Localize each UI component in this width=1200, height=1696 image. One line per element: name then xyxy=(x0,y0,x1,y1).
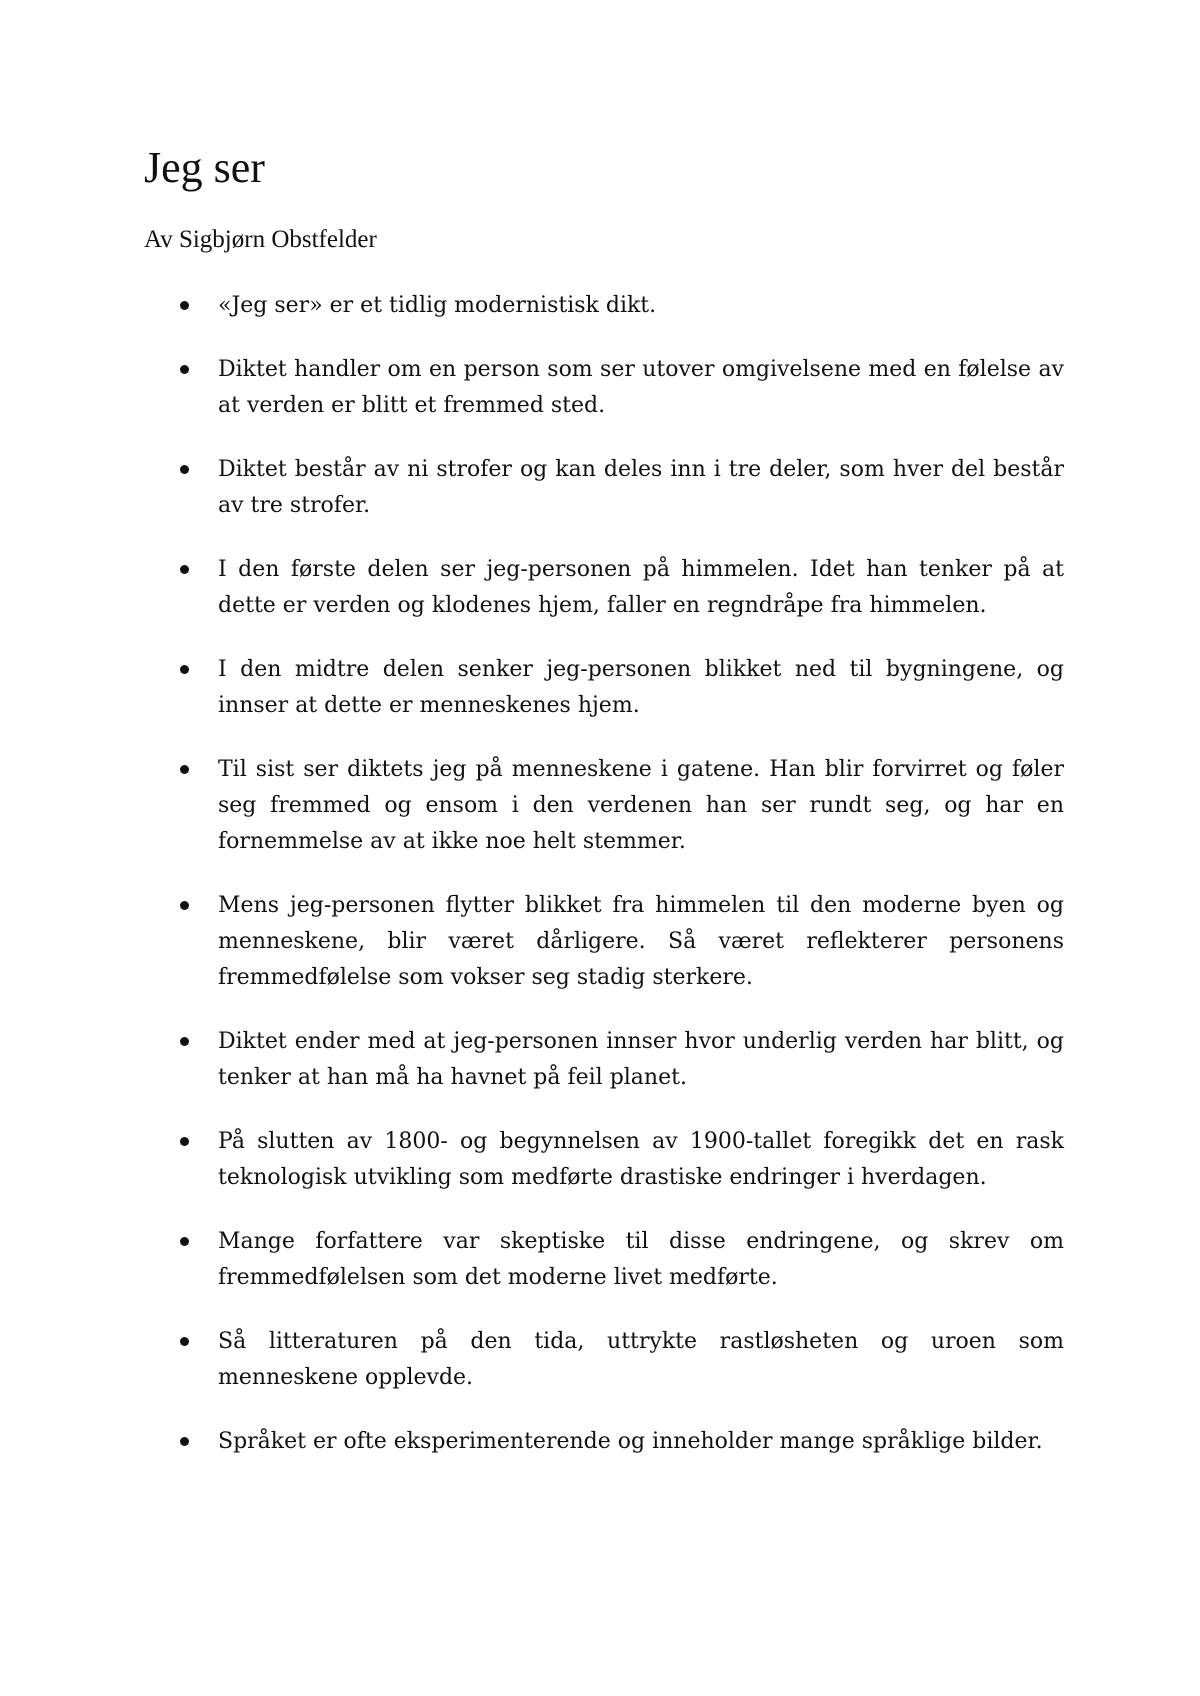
bullet-text: I den første delen ser jeg-personen på himmelen. Idet han tenker på at dette er verden og klodenes hjem, faller en regndråpe fra himmelen. xyxy=(218,557,1064,618)
bullet-icon xyxy=(180,1137,189,1146)
bullet-icon xyxy=(180,301,189,310)
bullet-text: Mens jeg-personen flytter blikket fra himmelen til den moderne byen og menneskene, blir været dårligere. Så været reflekterer personens fremmedfølelse som vokser seg stadig sterkere. xyxy=(218,893,1064,990)
bullet-icon xyxy=(180,901,189,910)
bullet-text: Til sist ser diktets jeg på menneskene i gatene. Han blir forvirret og føler seg fremmed og ensom i den verdenen han ser rundt seg, og har en fornemmelse av at ikke noe helt stemmer. xyxy=(218,757,1064,854)
bullet-text: Diktet består av ni strofer og kan deles inn i tre deler, som hver del består av tre strofer. xyxy=(218,457,1064,518)
bullet-text: I den midtre delen senker jeg-personen blikket ned til bygningene, og innser at dette er menneskenes hjem. xyxy=(218,657,1064,718)
bullet-list xyxy=(144,288,1064,1488)
bullet-item xyxy=(144,652,1064,724)
bullet-icon xyxy=(180,1037,189,1046)
bullet-text: Mange forfattere var skeptiske til disse endringene, og skrev om fremmedfølelsen som det moderne livet medførte. xyxy=(218,1229,1064,1290)
bullet-item xyxy=(144,552,1064,624)
bullet-text: «Jeg ser» er et tidlig modernistisk dikt. xyxy=(218,293,657,318)
bullet-text: Språket er ofte eksperimenterende og inneholder mange språklige bilder. xyxy=(218,1429,1043,1454)
bullet-icon xyxy=(180,365,189,374)
bullet-item xyxy=(144,1024,1064,1096)
bullet-text: Diktet ender med at jeg-personen innser hvor underlig verden har blitt, og tenker at han må ha havnet på feil planet. xyxy=(218,1029,1064,1090)
bullet-item xyxy=(144,1224,1064,1296)
bullet-icon xyxy=(180,1237,189,1246)
bullet-item xyxy=(144,752,1064,860)
bullet-text: Diktet handler om en person som ser utover omgivelsene med en følelse av at verden er blitt et fremmed sted. xyxy=(218,357,1064,418)
bullet-icon xyxy=(180,565,189,574)
author-line: Av Sigbjørn Obstfelder xyxy=(144,226,377,253)
bullet-icon xyxy=(180,1337,189,1346)
bullet-icon xyxy=(180,1437,189,1446)
bullet-item xyxy=(144,288,1064,324)
bullet-item xyxy=(144,1124,1064,1196)
bullet-icon xyxy=(180,665,189,674)
bullet-item xyxy=(144,452,1064,524)
bullet-item xyxy=(144,888,1064,996)
bullet-icon xyxy=(180,765,189,774)
bullet-item xyxy=(144,1424,1064,1460)
document-title: Jeg ser xyxy=(144,143,265,192)
bullet-text: På slutten av 1800- og begynnelsen av 1900-tallet foregikk det en rask teknologisk utvikling som medførte drastiske endringer i hverdagen. xyxy=(218,1129,1064,1190)
bullet-item xyxy=(144,352,1064,424)
bullet-text: Så litteraturen på den tida, uttrykte rastløsheten og uroen som menneskene opplevde. xyxy=(218,1329,1064,1390)
bullet-item xyxy=(144,1324,1064,1396)
bullet-icon xyxy=(180,465,189,474)
